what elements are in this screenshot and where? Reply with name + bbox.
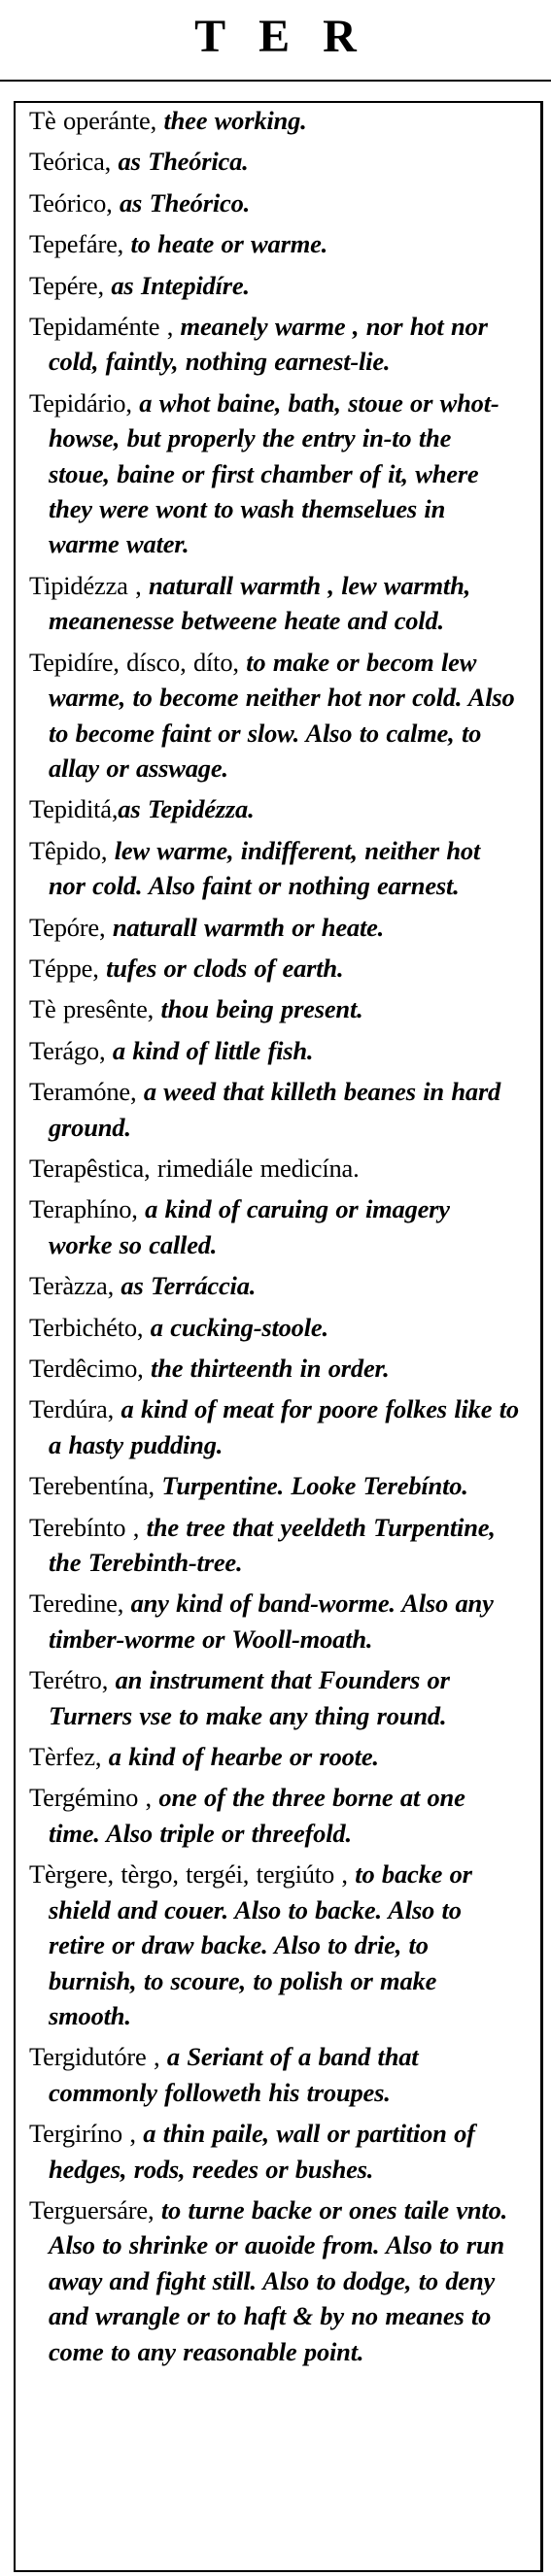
- entry-definition: thee working.: [156, 106, 307, 135]
- dictionary-entry: [29, 1510, 519, 1581]
- entry-headword: Teràzza,: [29, 1271, 114, 1301]
- dictionary-entry: [29, 385, 519, 562]
- dictionary-entry: [29, 1191, 519, 1262]
- entry-headword: Tipidézza ,: [29, 570, 142, 600]
- entry-headword: Tepére,: [29, 270, 104, 300]
- entry-headword: Tè operánte,: [29, 106, 157, 135]
- dictionary-entry: [29, 1780, 519, 1851]
- entry-headword: Terdúra,: [29, 1394, 115, 1424]
- entry-headword: Tèrfez,: [29, 1742, 102, 1772]
- entry-headword: Terguersáre,: [29, 2194, 155, 2225]
- entry-definition: tufes or clods of earth.: [98, 953, 344, 983]
- dictionary-entry: [29, 1351, 519, 1386]
- dictionary-entry: [29, 2116, 519, 2187]
- dictionary-entry: [29, 2192, 519, 2369]
- entry-headword: Tepidaménte ,: [29, 312, 174, 342]
- entry-definition: thou being present.: [154, 994, 363, 1024]
- entry-headword: Tergidutóre ,: [29, 2042, 160, 2072]
- entry-definition: one of the three borne at one time. Also triple or threefold.: [49, 1783, 465, 1848]
- dictionary-entry: [29, 645, 519, 786]
- entry-headword: Tepiditá,: [29, 794, 119, 824]
- entry-headword: Tèrgere, tèrgo, tergéi, tergiúto ,: [29, 1859, 348, 1890]
- entry-headword: Terebínto ,: [29, 1512, 140, 1542]
- dictionary-entry: [29, 226, 519, 261]
- entry-headword: Terágo,: [29, 1035, 106, 1065]
- dictionary-entry: [29, 1151, 519, 1186]
- dictionary-entry: [29, 1310, 519, 1345]
- dictionary-entry: [29, 1662, 519, 1733]
- dictionary-entry: [29, 1857, 519, 2033]
- entry-definition: a kind of hearbe or roote.: [101, 1742, 379, 1772]
- entry-definition: a thin paile, wall or partition of hedges, rods, reedes or bushes.: [49, 2119, 475, 2184]
- page-title: TER: [194, 11, 390, 62]
- dictionary-column: [14, 101, 543, 2572]
- dictionary-entry: [29, 951, 519, 986]
- entry-definition: to backe or shield and couer. Also to backe. Also to retire or draw backe. Also to drie, to burnish, to scoure, to polish or make smooth.: [49, 1859, 472, 2030]
- entry-definition: the tree that yeeldeth Turpentine, the Terebinth-tree.: [49, 1512, 496, 1578]
- dictionary-entry: [29, 1033, 519, 1068]
- dictionary-entry: [29, 144, 519, 179]
- entry-definition: a kind of meat for poore folkes like to a hasty pudding.: [49, 1394, 519, 1459]
- entry-headword: Teredine,: [29, 1589, 124, 1619]
- dictionary-entry: [29, 568, 519, 639]
- entry-headword: Téppe,: [29, 953, 99, 983]
- entry-definition: a weed that killeth beanes in hard ground.: [49, 1077, 501, 1142]
- entry-headword: Terbichéto,: [29, 1312, 144, 1342]
- dictionary-entry: [29, 910, 519, 945]
- dictionary-entry: [29, 2039, 519, 2110]
- dictionary-entry: [29, 1586, 519, 1656]
- entry-headword: Teraphíno,: [29, 1194, 138, 1224]
- entry-definition: as Theórico.: [112, 187, 251, 217]
- dictionary-entry: [29, 185, 519, 220]
- entry-definition: to make or becom lew warme, to become neither hot nor cold. Also to become faint or slow. Also to calme, to allay or asswage.: [49, 647, 515, 783]
- entry-headword: Terapêstica, rimediále medicína.: [29, 1153, 360, 1183]
- dictionary-entry: [29, 1074, 519, 1145]
- entry-definition: as Theórica.: [111, 147, 249, 177]
- dictionary-entry: [29, 1268, 519, 1303]
- page-header: [0, 0, 551, 89]
- entry-definition: the thirteenth in order.: [143, 1354, 390, 1383]
- entry-headword: Tepóre,: [29, 912, 106, 942]
- dictionary-entry: [29, 268, 519, 303]
- entry-headword: Teórico,: [29, 187, 113, 217]
- entry-definition: as Tepidézza.: [118, 794, 255, 824]
- entry-headword: Têpido,: [29, 835, 108, 865]
- dictionary-entry: [29, 1739, 519, 1774]
- entry-headword: Terdêcimo,: [29, 1354, 144, 1383]
- entry-definition: lew warme, indifferent, neither hot nor cold. Also faint or nothing earnest.: [49, 835, 481, 901]
- header-divider: [0, 80, 551, 82]
- entry-definition: to heate or warme.: [123, 229, 328, 259]
- entry-headword: Teórica,: [29, 147, 112, 177]
- entry-definition: a cucking-stoole.: [143, 1312, 328, 1342]
- entry-headword: Teramóne,: [29, 1077, 137, 1107]
- entry-definition: meanely warme , nor hot nor cold, faintly, nothing earnest-lie.: [49, 312, 488, 377]
- entry-definition: a kind of caruing or imagery worke so called.: [49, 1194, 450, 1259]
- entry-headword: Tepidíre, dísco, díto,: [29, 647, 239, 677]
- entry-headword: Tè presênte,: [29, 994, 155, 1024]
- dictionary-entry: [29, 103, 519, 138]
- entry-list: [29, 103, 519, 2375]
- entry-definition: an instrument that Founders or Turners vse to make any thing round.: [49, 1665, 450, 1730]
- entry-definition: a Seriant of a band that commonly followeth his troupes.: [49, 2042, 419, 2107]
- entry-definition: naturall warmth , lew warmth, meanenesse betweene heate and cold.: [49, 570, 471, 636]
- entry-definition: a whot baine, bath, stoue or whot-howse, but properly the entry in-to the stoue, baine or first chamber of it, where they were wont to wash themselues in warme water.: [49, 387, 499, 559]
- entry-definition: Turpentine. Looke Terebínto.: [154, 1471, 468, 1501]
- entry-definition: naturall warmth or heate.: [105, 912, 385, 942]
- entry-definition: to turne backe or ones taile vnto. Also to shrinke or auoide from. Also to run away and fight still. Also to dodge, to deny and wrangle or to haft & by no meanes to come to any reasonable point.: [49, 2194, 508, 2366]
- entry-headword: Tepefáre,: [29, 229, 124, 259]
- entry-definition: a kind of little fish.: [105, 1035, 314, 1065]
- dictionary-entry: [29, 833, 519, 904]
- dictionary-entry: [29, 309, 519, 380]
- entry-definition: as Intepidíre.: [103, 270, 250, 300]
- dictionary-entry: [29, 1468, 519, 1503]
- entry-headword: Tepidário,: [29, 387, 132, 418]
- dictionary-entry: [29, 791, 519, 826]
- entry-definition: as Terráccia.: [114, 1271, 257, 1301]
- entry-headword: Tergémino ,: [29, 1783, 152, 1813]
- dictionary-entry: [29, 991, 519, 1026]
- dictionary-entry: [29, 1391, 519, 1462]
- entry-definition: any kind of band-worme. Also any timber-worme or Wooll-moath.: [49, 1589, 494, 1654]
- entry-headword: Tergiríno ,: [29, 2119, 136, 2149]
- entry-headword: Terebentína,: [29, 1471, 155, 1501]
- entry-headword: Terétro,: [29, 1665, 109, 1695]
